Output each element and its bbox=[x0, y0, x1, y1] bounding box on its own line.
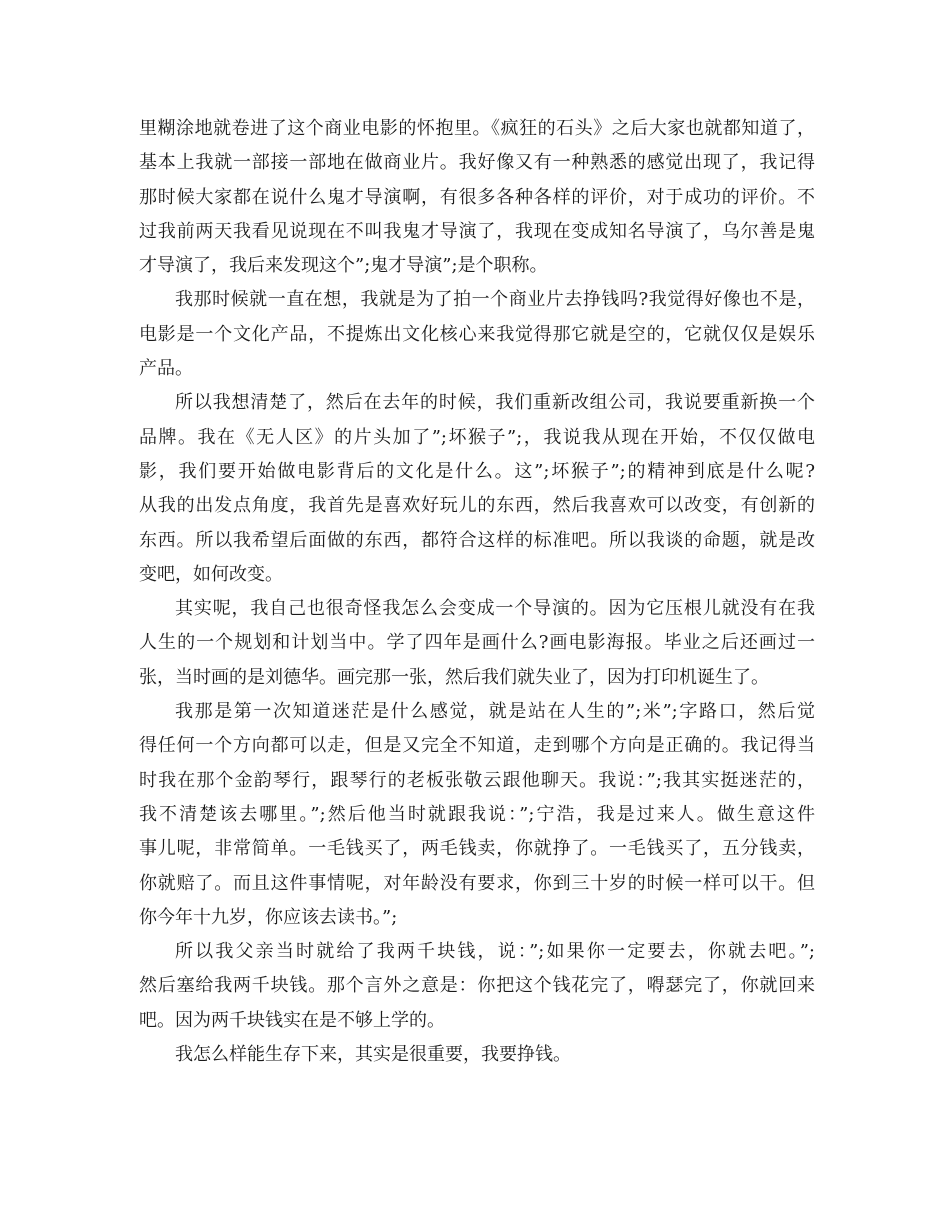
text-line: 吧。因为两千块钱实在是不够上学的。 bbox=[139, 1009, 445, 1031]
text-line: 过我前两天我看见说现在不叫我鬼才导演了，我现在变成知名导演了，乌尔善是鬼 bbox=[139, 220, 815, 242]
text-line: 事儿呢，非常简单。一毛钱买了，两毛钱卖，你就挣了。一毛钱买了，五分钱卖， bbox=[139, 838, 815, 860]
text-line: 里糊涂地就卷进了这个商业电影的怀抱里。《疯狂的石头》之后大家也就都知道了， bbox=[139, 118, 815, 139]
text-line: 影，我们要开始做电影背后的文化是什么。这”;坏猴子”;的精神到底是什么呢? bbox=[139, 460, 815, 482]
text-line: 所以我想清楚了，然后在去年的时候，我们重新改组公司，我说要重新换一个 bbox=[175, 392, 815, 414]
text-line: 其实呢，我自己也很奇怪我怎么会变成一个导演的。因为它压根儿就没有在我 bbox=[175, 598, 815, 620]
text-line: 东西。所以我希望后面做的东西，都符合这样的标准吧。所以我谈的命题，就是改 bbox=[139, 529, 815, 551]
text-line: 我那是第一次知道迷茫是什么感觉，就是站在人生的”;米”;字路口，然后觉 bbox=[175, 701, 815, 723]
document-body bbox=[139, 112, 815, 1072]
text-line: 才导演了，我后来发现这个”;鬼才导演”;是个职称。 bbox=[139, 255, 548, 277]
text-line: 变吧，如何改变。 bbox=[139, 563, 283, 585]
text-line: 张，当时画的是刘德华。画完那一张，然后我们就失业了，因为打印机诞生了。 bbox=[139, 666, 769, 688]
text-line: 我怎么样能生存下来，其实是很重要，我要挣钱。 bbox=[175, 1044, 571, 1066]
text-line: 品牌。我在《无人区》的片头加了”;坏猴子”;，我说我从现在开始，不仅仅做电 bbox=[139, 426, 815, 448]
text-line: 基本上我就一部接一部地在做商业片。我好像又有一种熟悉的感觉出现了，我记得 bbox=[139, 152, 815, 174]
text-line: 人生的一个规划和计划当中。学了四年是画什么?画电影海报。毕业之后还画过一 bbox=[139, 632, 815, 654]
text-line: 从我的出发点角度，我首先是喜欢好玩儿的东西，然后我喜欢可以改变，有创新的 bbox=[139, 495, 815, 517]
text-line: 所以我父亲当时就给了我两千块钱，说：”;如果你一定要去，你就去吧。”; bbox=[175, 941, 815, 963]
text-line: 得任何一个方向都可以走，但是又完全不知道，走到哪个方向是正确的。我记得当 bbox=[139, 735, 815, 757]
text-line: 电影是一个文化产品，不提炼出文化核心来我觉得那它就是空的，它就仅仅是娱乐 bbox=[139, 323, 815, 345]
text-line: 我不清楚该去哪里。”;然后他当时就跟我说：”;宁浩，我是过来人。做生意这件 bbox=[139, 803, 815, 825]
text-line: 产品。 bbox=[139, 358, 193, 380]
text-line: 然后塞给我两千块钱。那个言外之意是：你把这个钱花完了，嘚瑟完了，你就回来 bbox=[139, 975, 815, 997]
text-line: 我那时候就一直在想，我就是为了拍一个商业片去挣钱吗?我觉得好像也不是， bbox=[175, 289, 815, 311]
text-line: 你就赔了。而且这件事情呢，对年龄没有要求，你到三十岁的时候一样可以干。但 bbox=[139, 872, 815, 894]
text-line: 你今年十九岁，你应该去读书。”; bbox=[139, 906, 398, 928]
text-line: 那时候大家都在说什么鬼才导演啊，有很多各种各样的评价，对于成功的评价。不 bbox=[139, 186, 815, 208]
text-line: 时我在那个金韵琴行，跟琴行的老板张敬云跟他聊天。我说：”;我其实挺迷茫的， bbox=[139, 769, 815, 791]
